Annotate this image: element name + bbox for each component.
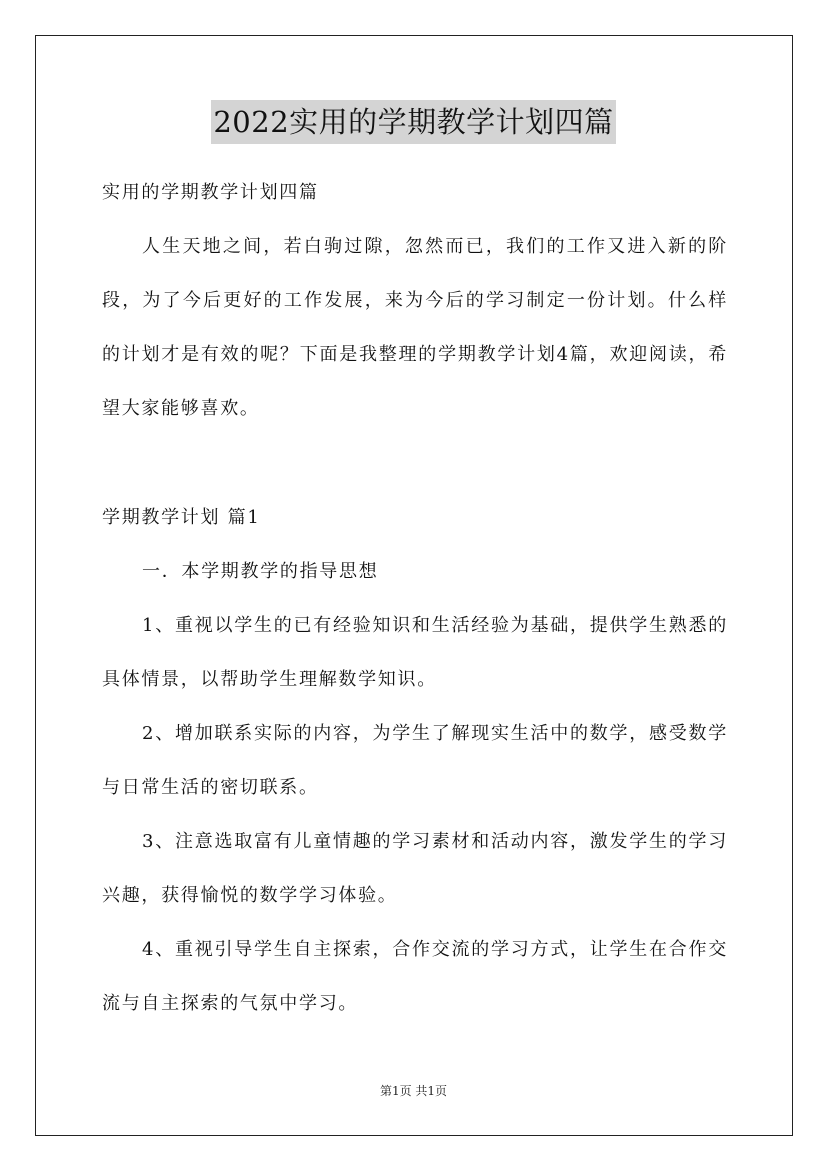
list-item: 1、重视以学生的已有经验知识和生活经验为基础，提供学生熟悉的具体情景，以帮助学生理解数学知识。	[102, 615, 728, 690]
intro-paragraph: 人生天地之间，若白驹过隙，忽然而已，我们的工作又进入新的阶段，为了今后更好的工作发展，来为今后的学习制定一份计划。什么样的计划才是有效的呢？下面是我整理的学期教学计划4篇，欢迎阅读，希望大家能够喜欢。	[102, 236, 728, 419]
document-title: 2022实用的学期教学计划四篇	[211, 100, 615, 144]
page-footer: 第1页 共1页	[379, 1084, 448, 1098]
section-title: 学期教学计划 篇1	[102, 507, 261, 528]
guiding-idea-heading: 一．本学期教学的指导思想	[142, 561, 379, 582]
title-container	[0, 100, 827, 144]
document-subtitle: 实用的学期教学计划四篇	[102, 182, 319, 203]
list-item: 4、重视引导学生自主探索，合作交流的学习方式，让学生在合作交流与自主探索的气氛中学习。	[102, 939, 728, 1014]
list-item: 3、注意选取富有儿童情趣的学习素材和活动内容，激发学生的学习兴趣，获得愉悦的数学学习体验。	[102, 831, 728, 906]
list-item: 2、增加联系实际的内容，为学生了解现实生活中的数学，感受数学与日常生活的密切联系。	[102, 723, 728, 798]
